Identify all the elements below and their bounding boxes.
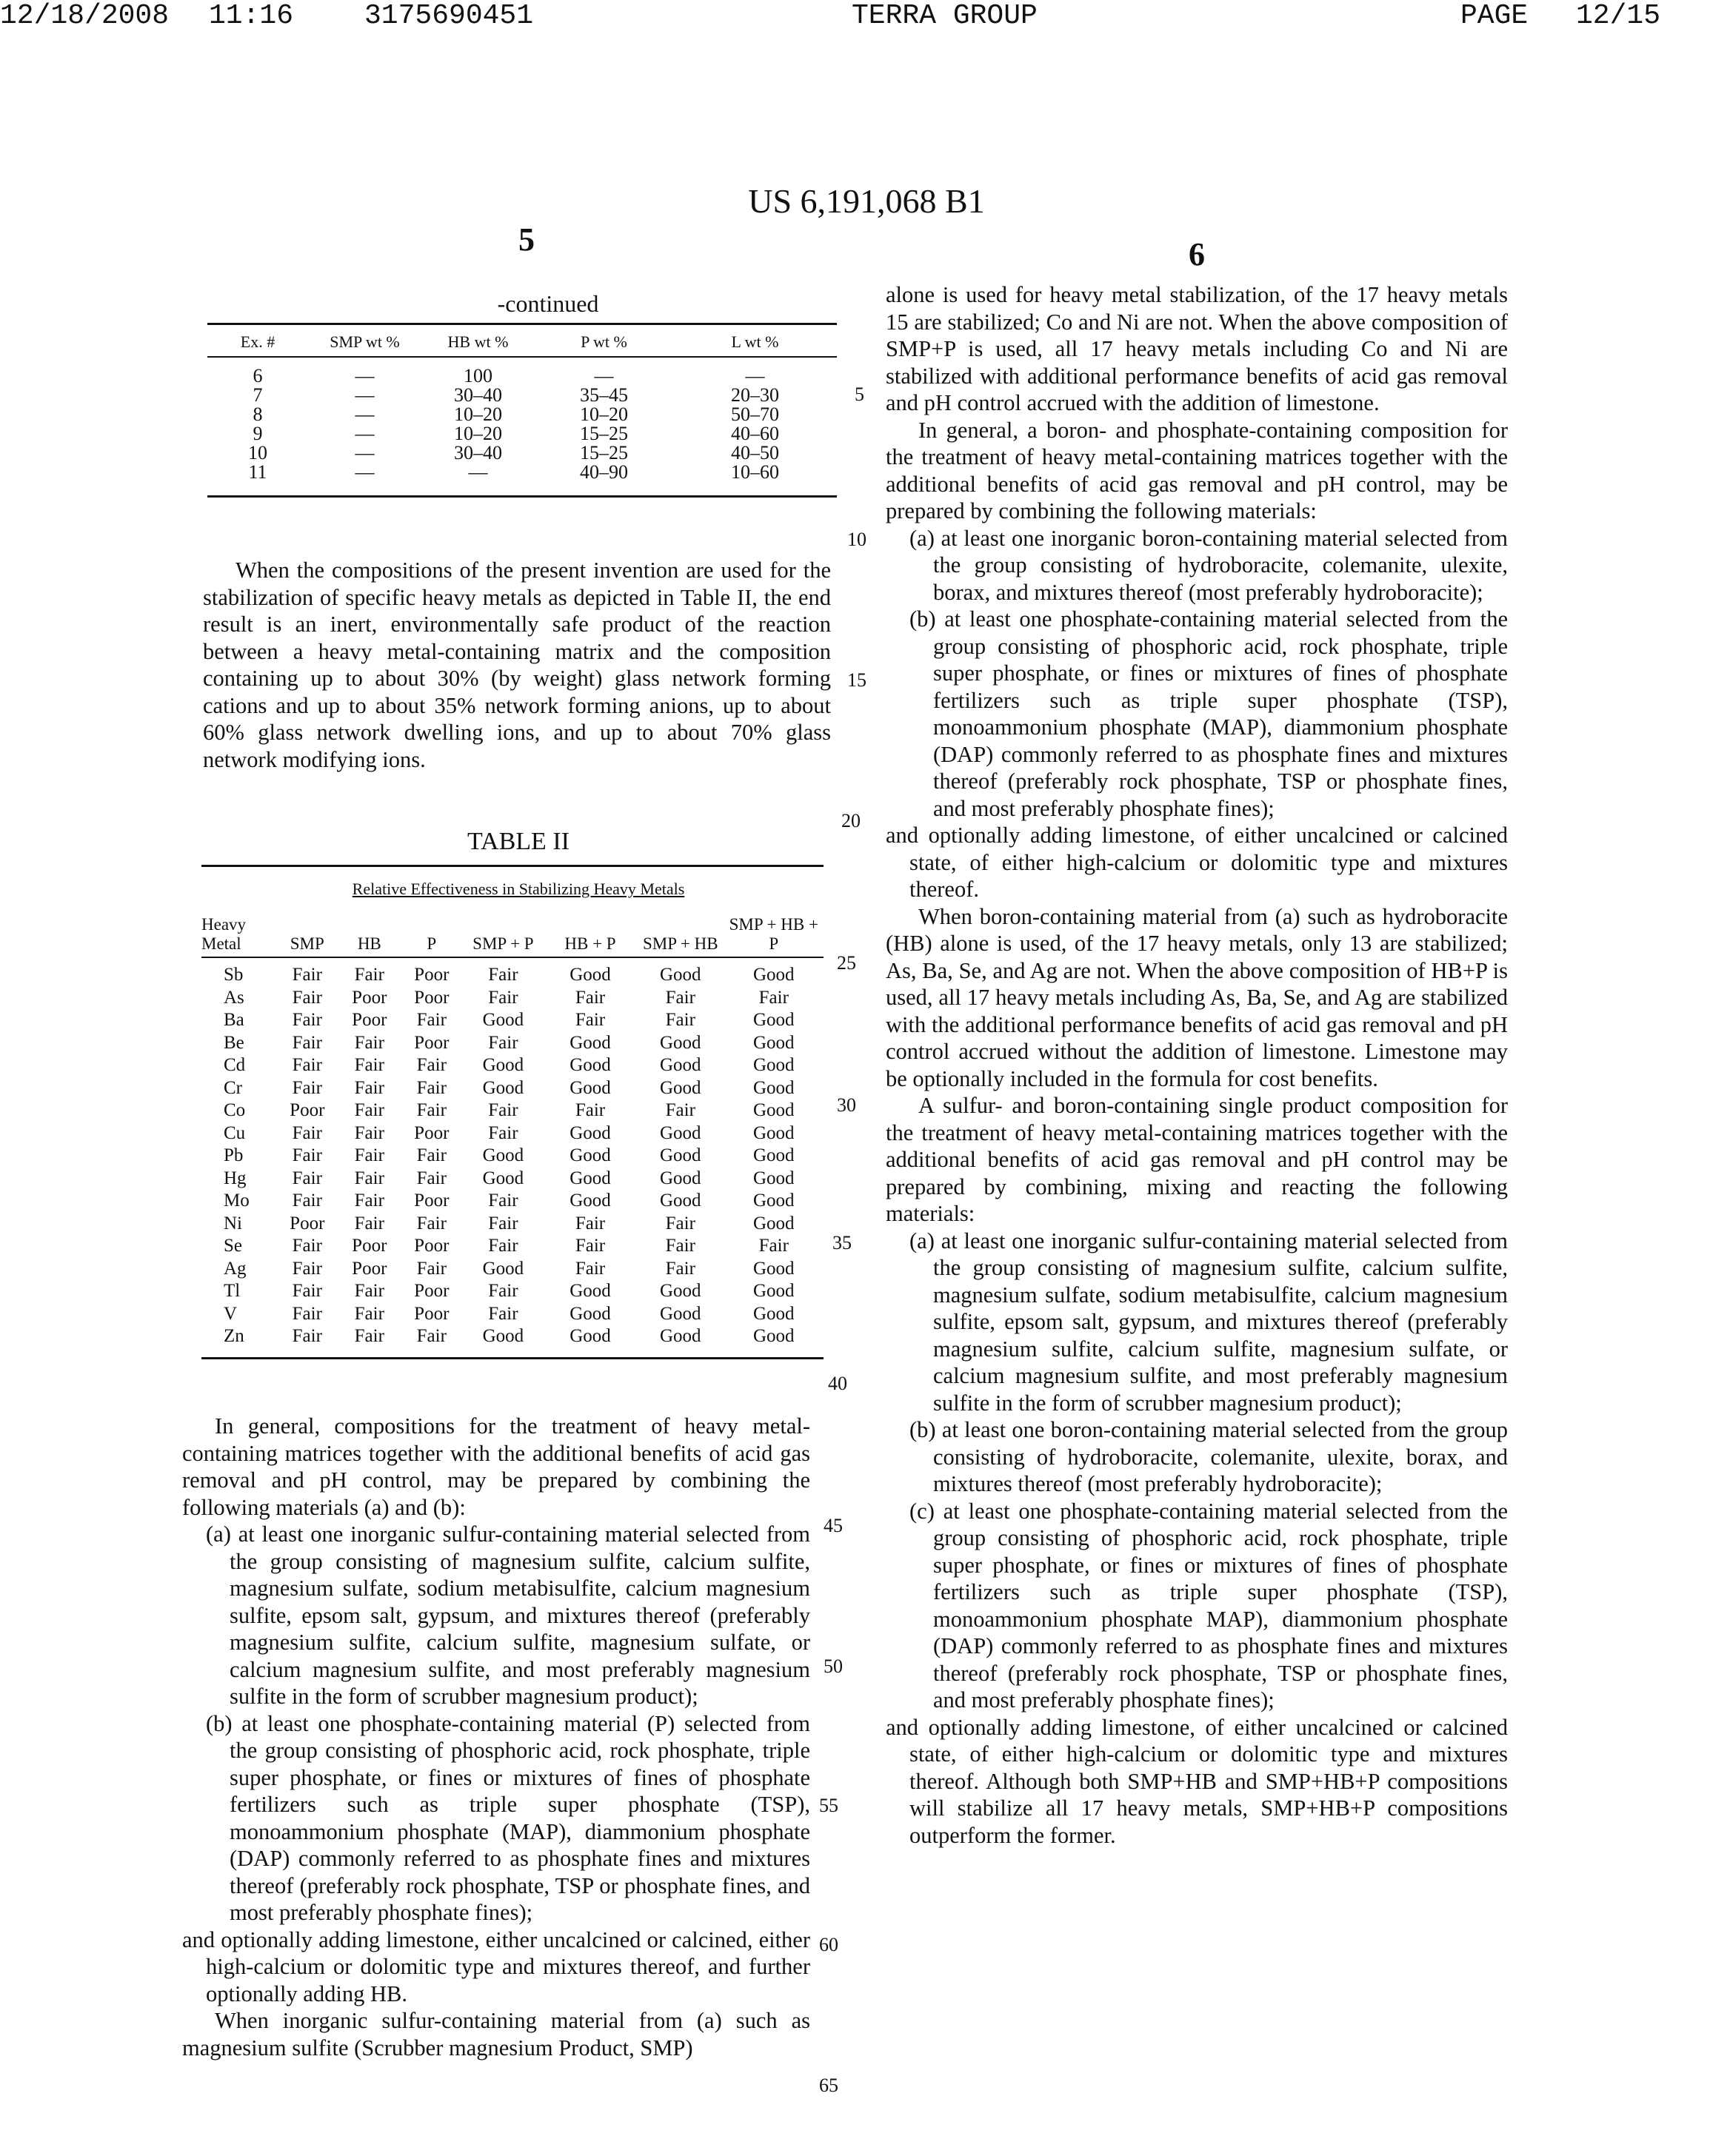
- line-number: 60: [819, 1934, 838, 1955]
- rating-cell: Good: [482, 1168, 524, 1188]
- header-cell: SMP: [276, 915, 338, 957]
- table-row: [201, 1213, 824, 1236]
- rating-cell: Good: [570, 1122, 611, 1143]
- rating-cell: Fair: [488, 1032, 518, 1053]
- list-item: (b) at least one phosphate-containing material (P) selected from the group consisting of phosphoric acid, rock phosphate, triple super phosphate, or fines or mixtures of fines of phosphate fertilizers such as triple super phosphate (TSP), monoammonium phosphate (MAP), diammonium phosphate (DAP) commonly referred to as phosphate fines and mixtures thereof (preferably rock phosphate, TSP or phosphate fines, and most preferably phosphate fines);: [206, 1710, 810, 1925]
- rating-cell: Good: [753, 1213, 795, 1233]
- table-row: [201, 1190, 824, 1213]
- rating-cell: Fair: [292, 1032, 322, 1053]
- rating-cell: Poor: [290, 1100, 325, 1120]
- table-row: [201, 1077, 824, 1100]
- rating-cell: Fair: [292, 1281, 322, 1301]
- table-row: [207, 424, 837, 443]
- rating-cell: Fair: [488, 1236, 518, 1256]
- rating-cell: Fair: [665, 1213, 695, 1233]
- list-item: (a) at least one inorganic boron-containing material selected from the group consisting of hydroboracite, colemanite, ulexite, borax, and mixtures thereof (most preferably hydroboracite);: [909, 525, 1508, 605]
- left-column-number: 5: [518, 221, 535, 258]
- table-row: [201, 1235, 824, 1258]
- rating-cell: Fair: [354, 1077, 384, 1098]
- rating-cell: Fair: [758, 1236, 789, 1256]
- header-cell: P wt %: [535, 324, 673, 358]
- rating-cell: Good: [570, 965, 611, 985]
- fax-page-label: PAGE: [1460, 0, 1529, 32]
- rating-cell: Good: [753, 1122, 795, 1143]
- rating-cell: Good: [724, 1325, 824, 1358]
- rating-cell: Fair: [488, 1191, 518, 1211]
- rating-cell: Good: [660, 1145, 701, 1165]
- table-row: [207, 443, 837, 463]
- rating-cell: Poor: [414, 1191, 450, 1211]
- rating-cell: Fair: [416, 1168, 447, 1188]
- table-cell: —: [594, 365, 614, 386]
- fax-sender: TERRA GROUP: [852, 0, 1038, 32]
- rating-cell: Good: [753, 1077, 795, 1098]
- header-cell: HB + P: [544, 915, 637, 957]
- metal-cell: Mo: [224, 1191, 250, 1211]
- rating-cell: Fair: [416, 1258, 447, 1279]
- rating-cell: Fair: [292, 987, 322, 1008]
- rating-cell: Poor: [414, 1303, 450, 1324]
- rating-cell: Good: [753, 1010, 795, 1030]
- rating-cell: Fair: [292, 965, 322, 985]
- table-cell: 11: [207, 463, 308, 497]
- table-cell: 6: [253, 365, 263, 386]
- table-row: [201, 1099, 824, 1122]
- header-cell: HB: [338, 915, 401, 957]
- rating-cell: Fair: [575, 1236, 606, 1256]
- paragraph: In general, a boron- and phosphate-containing composition for the treatment of heavy metal-containing matrices together with the additional benefits of acid gas removal and pH control, may be prepared by combining the following materials:: [886, 417, 1508, 523]
- continued-table-header-row: [207, 324, 837, 358]
- table-cell: 10: [248, 442, 267, 463]
- table-row: [201, 1054, 824, 1077]
- fax-date: 12/18/2008: [0, 0, 170, 32]
- table-row: [201, 1145, 824, 1168]
- table-ii-top-rule: [201, 865, 824, 867]
- table-cell: 8: [253, 404, 263, 425]
- header-cell: Ex. #: [207, 324, 308, 358]
- metal-cell: Ba: [224, 1010, 244, 1030]
- fax-header: [0, 0, 1730, 30]
- rating-cell: Fair: [575, 1213, 606, 1233]
- table-row: [201, 1280, 824, 1303]
- table-cell: —: [355, 384, 375, 406]
- rating-cell: Good: [753, 1168, 795, 1188]
- paragraph: and optionally adding limestone, of either uncalcined or calcined state, of either high-calcium or dolomitic type and mixtures thereof.: [886, 823, 1508, 902]
- rating-cell: Fair: [488, 1281, 518, 1301]
- table-row: [207, 405, 837, 424]
- rating-cell: Good: [463, 1325, 544, 1358]
- rating-cell: Poor: [414, 1032, 450, 1053]
- table-cell: 30–40: [454, 442, 502, 463]
- rating-cell: Good: [660, 965, 701, 985]
- fax-page-number: 12/15: [1576, 0, 1661, 32]
- rating-cell: Fair: [292, 1010, 322, 1030]
- table-cell: 15–25: [580, 423, 628, 444]
- rating-cell: Fair: [354, 1213, 384, 1233]
- rating-cell: Fair: [416, 1213, 447, 1233]
- table-cell: 10–20: [454, 404, 502, 425]
- metal-cell: Be: [224, 1032, 244, 1053]
- rating-cell: Good: [637, 1325, 724, 1358]
- table-cell: 20–30: [731, 384, 779, 406]
- rating-cell: Good: [570, 1281, 611, 1301]
- right-column-text: [886, 281, 1508, 1849]
- metal-cell: Co: [224, 1100, 246, 1120]
- rating-cell: Good: [570, 1145, 611, 1165]
- paragraph: When inorganic sulfur-containing material from (a) such as magnesium sulfite (Scrubber magnesium Product, SMP): [182, 2008, 810, 2060]
- table-row: [201, 987, 824, 1010]
- rating-cell: Fair: [292, 1191, 322, 1211]
- metal-cell: Cu: [224, 1122, 246, 1143]
- table-cell: 40–90: [535, 463, 673, 497]
- right-column-number: 6: [1189, 236, 1205, 272]
- table-row: [207, 463, 837, 497]
- metal-cell: Cd: [224, 1055, 246, 1075]
- table-row: [207, 357, 837, 386]
- patent-number: US 6,191,068 B1: [748, 182, 985, 220]
- rating-cell: Fair: [488, 987, 518, 1008]
- table-ii-body: [201, 957, 824, 1358]
- rating-cell: Good: [570, 1032, 611, 1053]
- rating-cell: Fair: [575, 987, 606, 1008]
- rating-cell: Poor: [414, 965, 450, 985]
- continued-table-caption: -continued: [497, 290, 599, 317]
- rating-cell: Fair: [292, 1168, 322, 1188]
- table-cell: —: [421, 463, 535, 497]
- paragraph: alone is used for heavy metal stabilization, of the 17 heavy metals 15 are stabilized; Co and Ni are not. When the above composition of SMP+P is used, all 17 heavy metals including Co and Ni are stabilized with additional performance benefits of acid gas removal and pH control accrued with the addition of limestone.: [886, 282, 1508, 415]
- rating-cell: Good: [660, 1077, 701, 1098]
- rating-cell: Good: [570, 1168, 611, 1188]
- rating-cell: Fair: [416, 1055, 447, 1075]
- line-number: 65: [819, 2075, 838, 2096]
- metal-cell: Sb: [224, 965, 244, 985]
- rating-cell: Fair: [488, 1303, 518, 1324]
- rating-cell: Fair: [665, 1258, 695, 1279]
- table-ii-subtitle: Relative Effectiveness in Stabilizing Heavy Metals: [352, 880, 685, 898]
- rating-cell: Poor: [352, 987, 387, 1008]
- table-cell: 10–60: [673, 463, 837, 497]
- rating-cell: Poor: [352, 1010, 387, 1030]
- rating-cell: Good: [753, 1055, 795, 1075]
- table-row: [201, 1303, 824, 1326]
- rating-cell: Fair: [292, 1258, 322, 1279]
- rating-cell: Fair: [292, 1303, 322, 1324]
- rating-cell: Good: [660, 1055, 701, 1075]
- metal-cell: Cr: [224, 1077, 242, 1098]
- rating-cell: Fair: [354, 1281, 384, 1301]
- rating-cell: Fair: [665, 1236, 695, 1256]
- metal-cell: Se: [224, 1236, 242, 1256]
- line-number: 30: [837, 1094, 856, 1116]
- header-cell: SMP + HB + P: [724, 915, 824, 957]
- table-cell: 7: [253, 384, 263, 406]
- rating-cell: Good: [570, 1055, 611, 1075]
- header-cell: HB wt %: [421, 324, 535, 358]
- metal-cell: Tl: [224, 1281, 241, 1301]
- list-item: (a) at least one inorganic sulfur-containing material selected from the group consisting of magnesium sulfite, calcium sulfite, magnesium sulfate, sodium metabisulfite, calcium magnesium sulfite, epsom salt, gypsum, and mixtures thereof (preferably magnesium sulfite, calcium sulfite, magnesium sulfate, or calcium magnesium sulfite, and most preferably magnesium sulfite in the form of scrubber magnesium product);: [909, 1228, 1508, 1416]
- header-cell: Heavy Metal: [201, 915, 276, 957]
- header-cell: SMP + HB: [637, 915, 724, 957]
- line-number: 5: [855, 384, 864, 405]
- rating-cell: Fair: [665, 987, 695, 1008]
- rating-cell: Good: [660, 1281, 701, 1301]
- table-row: [201, 1009, 824, 1032]
- rating-cell: Fair: [401, 1325, 463, 1358]
- rating-cell: Fair: [488, 1213, 518, 1233]
- rating-cell: Good: [660, 1168, 701, 1188]
- table-cell: —: [355, 442, 375, 463]
- table-cell: 50–70: [731, 404, 779, 425]
- continued-table: [207, 323, 837, 498]
- rating-cell: Fair: [276, 1325, 338, 1358]
- table-row: [201, 1122, 824, 1145]
- rating-cell: Good: [753, 1303, 795, 1324]
- metal-cell: As: [224, 987, 244, 1008]
- metal-cell: Ag: [224, 1258, 247, 1279]
- metal-cell: Pb: [224, 1145, 244, 1165]
- table-cell: 40–50: [731, 442, 779, 463]
- table-cell: 40–60: [731, 423, 779, 444]
- rating-cell: Fair: [292, 1122, 322, 1143]
- table-cell: —: [308, 463, 421, 497]
- table-row: [201, 1258, 824, 1281]
- rating-cell: Good: [660, 1122, 701, 1143]
- rating-cell: Good: [660, 1191, 701, 1211]
- rating-cell: Fair: [665, 1100, 695, 1120]
- line-number: 15: [847, 669, 866, 691]
- paragraph: and optionally adding limestone, either uncalcined or calcined, either high-calcium or dolomitic type and mixtures thereof, and further optionally adding HB.: [182, 1926, 810, 2006]
- table-cell: —: [355, 365, 375, 386]
- left-column-lower-text: [182, 1413, 810, 2061]
- rating-cell: Fair: [354, 1055, 384, 1075]
- rating-cell: Poor: [414, 987, 450, 1008]
- table-cell: 100: [464, 365, 492, 386]
- rating-cell: Good: [482, 1258, 524, 1279]
- rating-cell: Fair: [488, 1122, 518, 1143]
- line-number: 10: [847, 529, 866, 550]
- rating-cell: Fair: [354, 965, 384, 985]
- table-cell: 35–45: [580, 384, 628, 406]
- rating-cell: Fair: [354, 1122, 384, 1143]
- rating-cell: Poor: [290, 1213, 325, 1233]
- paragraph: A sulfur- and boron-containing single product composition for the treatment of heavy metal-containing matrices together with the additional benefits of acid gas removal and pH control may be prepared by combining, mixing and reacting the following materials:: [886, 1093, 1508, 1226]
- list-item: (c) at least one phosphate-containing material selected from the group consisting of phosphoric acid, rock phosphate, triple super phosphate, or fines or mixtures of fines of phosphate fertilizers such as triple super phosphate (TSP), monoammonium phosphate MAP), diammonium phosphate (DAP) commonly referred to as phosphate fines and mixtures thereof (preferably rock phosphate, TSP or phosphate fines, and most preferably phosphate fines);: [909, 1498, 1508, 1713]
- paragraph: When the compositions of the present invention are used for the stabilization of specific heavy metals as depicted in Table II, the end result is an inert, environmentally safe product of the reaction between a heavy metal-containing matrix and the composition containing up to about 30% (by weight) glass network forming cations and up to about 35% network forming anions, up to about 60% glass network dwelling ions, and up to about 70% glass network modifying ions.: [203, 558, 831, 772]
- rating-cell: Good: [753, 1100, 795, 1120]
- line-number: 35: [832, 1232, 852, 1253]
- fax-time: 11:16: [209, 0, 294, 32]
- rating-cell: Good: [753, 1281, 795, 1301]
- table-ii-title: TABLE II: [467, 828, 570, 855]
- list-item: (b) at least one phosphate-containing material selected from the group consisting of phosphoric acid, rock phosphate, triple super phosphate, or fines or mixtures of fines of phosphate fertilizers such as triple super phosphate (TSP), monoammonium phosphate (MAP), diammonium phosphate (DAP) commonly referred to as phosphate fines and mixtures thereof (preferably rock phosphate, TSP or phosphate fines, and most preferably phosphate fines);: [909, 606, 1508, 821]
- rating-cell: Good: [753, 965, 795, 985]
- line-number: 55: [819, 1795, 838, 1816]
- table-row: [201, 1032, 824, 1055]
- table-row: [201, 1168, 824, 1191]
- left-column-upper-text: [203, 557, 831, 773]
- rating-cell: Poor: [414, 1122, 450, 1143]
- rating-cell: Fair: [292, 1055, 322, 1075]
- table-ii-header-row: [201, 915, 824, 957]
- table-ii: [201, 915, 824, 1359]
- table-cell: 9: [253, 423, 263, 444]
- line-number: 25: [837, 952, 856, 974]
- rating-cell: Poor: [414, 1281, 450, 1301]
- rating-cell: Fair: [416, 1145, 447, 1165]
- table-cell: —: [355, 423, 375, 444]
- metal-cell: V: [224, 1303, 238, 1324]
- rating-cell: Good: [753, 1032, 795, 1053]
- table-row: [201, 957, 824, 987]
- rating-cell: Poor: [414, 1236, 450, 1256]
- line-number: 40: [828, 1373, 847, 1394]
- rating-cell: Poor: [352, 1236, 387, 1256]
- rating-cell: Good: [753, 1191, 795, 1211]
- metal-cell: Ni: [224, 1213, 242, 1233]
- line-number: 45: [824, 1515, 843, 1536]
- list-item: (b) at least one boron-containing material selected from the group consisting of hydroboracite, colemanite, ulexite, borax, and mixtures thereof (most preferably hydroboracite);: [909, 1417, 1508, 1496]
- paragraph: and optionally adding limestone, of either uncalcined or calcined state, of either high-calcium or dolomitic type and mixtures thereof. Although both SMP+HB and SMP+HB+P compositions will stabilize all 17 heavy metals, SMP+HB+P compositions outperform the former.: [886, 1714, 1508, 1848]
- rating-cell: Good: [482, 1055, 524, 1075]
- rating-cell: Poor: [352, 1258, 387, 1279]
- table-cell: 30–40: [454, 384, 502, 406]
- rating-cell: Good: [570, 1303, 611, 1324]
- rating-cell: Fair: [338, 1325, 401, 1358]
- table-cell: —: [355, 404, 375, 425]
- rating-cell: Fair: [354, 1191, 384, 1211]
- rating-cell: Fair: [575, 1010, 606, 1030]
- rating-cell: Fair: [292, 1236, 322, 1256]
- rating-cell: Fair: [416, 1077, 447, 1098]
- rating-cell: Good: [753, 1145, 795, 1165]
- rating-cell: Fair: [354, 1303, 384, 1324]
- rating-cell: Good: [544, 1325, 637, 1358]
- table-cell: 10–20: [580, 404, 628, 425]
- rating-cell: Good: [482, 1010, 524, 1030]
- rating-cell: Good: [753, 1258, 795, 1279]
- rating-cell: Good: [660, 1303, 701, 1324]
- table-cell: 15–25: [580, 442, 628, 463]
- rating-cell: Fair: [354, 1168, 384, 1188]
- rating-cell: Fair: [488, 965, 518, 985]
- rating-cell: Good: [570, 1191, 611, 1211]
- rating-cell: Fair: [758, 987, 789, 1008]
- table-row: [201, 1325, 824, 1358]
- rating-cell: Good: [660, 1032, 701, 1053]
- header-cell: P: [401, 915, 463, 957]
- paragraph: In general, compositions for the treatment of heavy metal-containing matrices together with the additional benefits of acid gas removal and pH control, may be prepared by combining the following materials (a) and (b):: [182, 1413, 810, 1520]
- header-cell: SMP wt %: [308, 324, 421, 358]
- header-cell: L wt %: [673, 324, 837, 358]
- metal-cell: Zn: [201, 1325, 276, 1358]
- rating-cell: Good: [482, 1145, 524, 1165]
- paragraph: When boron-containing material from (a) such as hydroboracite (HB) alone is used, of the 17 heavy metals, only 13 are stabilized; As, Ba, Se, and Ag are not. When the above composition of HB+P is used, all 17 heavy metals including As, Ba, Se, and Ag are stabilized with the additional performance benefits of acid gas removal and pH control accrued without the addition of limestone. Limestone may be optionally included in the formula for cost benefits.: [886, 903, 1508, 1091]
- rating-cell: Fair: [416, 1010, 447, 1030]
- rating-cell: Good: [570, 1077, 611, 1098]
- rating-cell: Good: [482, 1077, 524, 1098]
- rating-cell: Fair: [575, 1258, 606, 1279]
- metal-cell: Hg: [224, 1168, 247, 1188]
- table-cell: —: [745, 365, 765, 386]
- rating-cell: Fair: [665, 1010, 695, 1030]
- table-row: [207, 386, 837, 405]
- rating-cell: Fair: [354, 1100, 384, 1120]
- line-number: 50: [824, 1656, 843, 1677]
- table-cell: 10–20: [454, 423, 502, 444]
- rating-cell: Fair: [575, 1100, 606, 1120]
- fax-phone: 3175690451: [364, 0, 534, 32]
- rating-cell: Fair: [416, 1100, 447, 1120]
- rating-cell: Fair: [292, 1077, 322, 1098]
- rating-cell: Fair: [488, 1100, 518, 1120]
- header-cell: SMP + P: [463, 915, 544, 957]
- rating-cell: Fair: [354, 1145, 384, 1165]
- list-item: (a) at least one inorganic sulfur-containing material selected from the group consisting of magnesium sulfite, calcium sulfite, magnesium sulfate, sodium metabisulfite, calcium magnesium sulfite, epsom salt, gypsum, and mixtures thereof (preferably magnesium sulfite, calcium sulfite, magnesium sulfate, or calcium magnesium sulfite, and most preferably magnesium sulfite in the form of scrubber magnesium product);: [206, 1521, 810, 1709]
- rating-cell: Fair: [292, 1145, 322, 1165]
- rating-cell: Fair: [354, 1032, 384, 1053]
- line-number: 20: [841, 810, 861, 831]
